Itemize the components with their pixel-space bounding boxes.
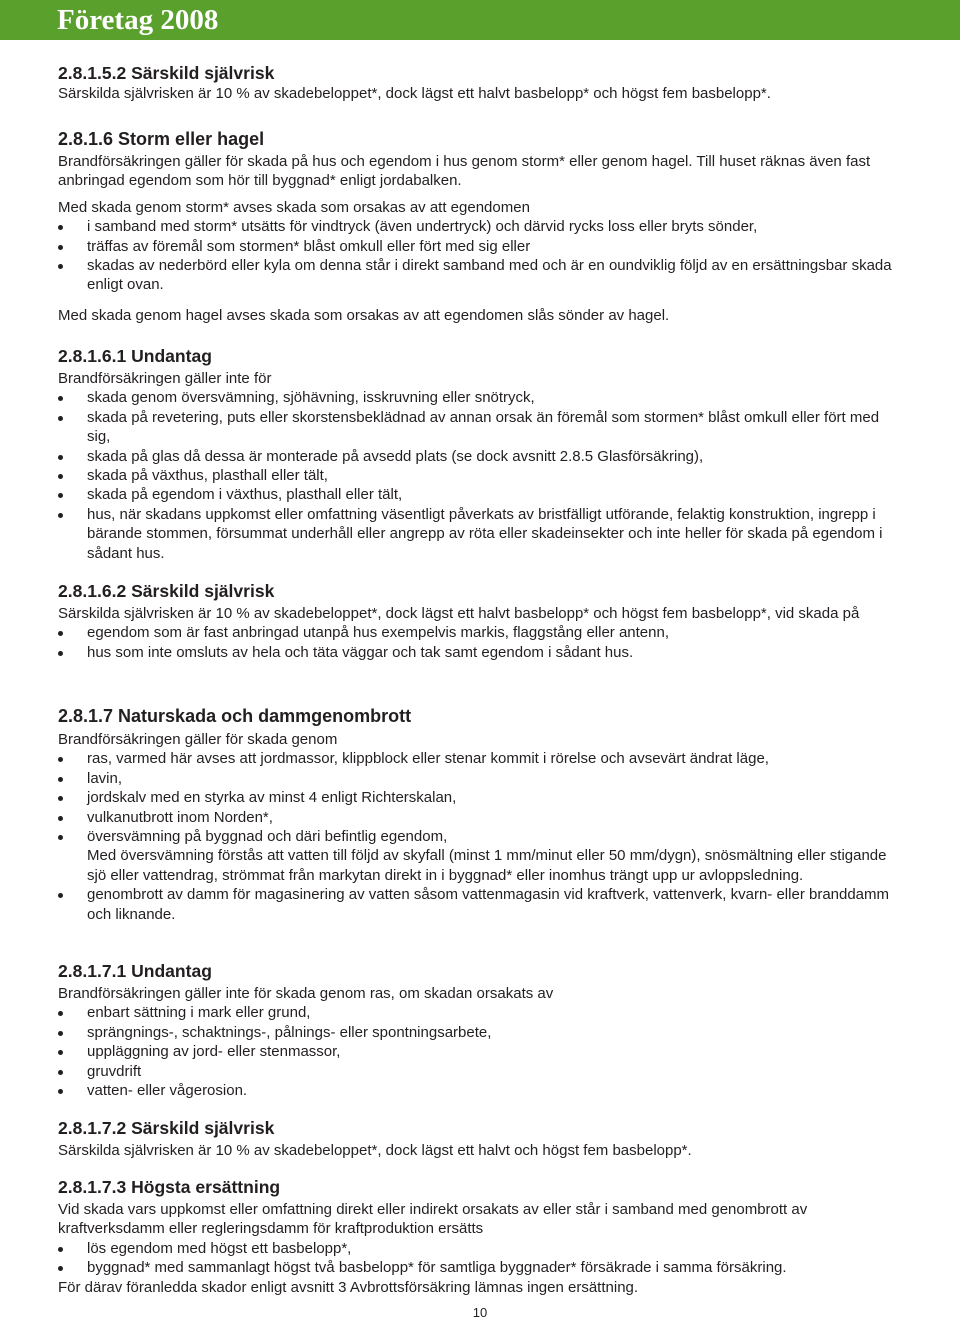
section-2-8-1-6 [58, 127, 898, 325]
list-item: vulkanutbrott inom Norden*, [58, 808, 898, 827]
list-item: träffas av föremål som stormen* blåst omkull eller fört med sig eller [58, 237, 898, 256]
section-intro: Brandförsäkringen gäller för skada genom [58, 731, 338, 748]
list-item-text: översvämning på byggnad och däri befintlig egendom, [87, 828, 448, 846]
flood-note: Med översvämning förstås att vatten till följd av skyfall (minst 1 mm/minut eller 50 mm/dygn), snösmältning eller stigande sjö eller vattendrag, strömmat från markytan direkt in i byggnad* eller inomhus trängt upp ur avloppsledning. [87, 847, 887, 884]
section-2-8-1-6-1 [58, 345, 898, 563]
section-heading: 2.8.1.7 Naturskada och dammgenombrott [58, 706, 412, 726]
document-title: Företag 2008 [57, 4, 219, 36]
list-item: genombrott av damm för magasinering av vatten såsom vattenmagasin vid kraftverk, vattenverk, kvarn- eller branddamm och liknande. [58, 885, 898, 924]
section-intro: Brandförsäkringen gäller för skada på hus och egendom i hus genom storm* eller genom hagel. Till huset räknas även fast anbringad egendom som hör till byggnad* enligt jordabalken. [58, 153, 871, 190]
section-heading: 2.8.1.7.2 Särskild självrisk [58, 1118, 275, 1138]
list-item: ras, varmed här avses att jordmassor, klippblock eller stenar kommit i rörelse och avsevärt ändrat läge, [58, 749, 898, 768]
hail-definition: Med skada genom hagel avses skada som orsakas av att egendomen slås sönder av hagel. [58, 306, 670, 324]
list-item: hus som inte omsluts av hela och täta väggar och tak samt egendom i sådant hus. [58, 643, 898, 662]
list-item: skada på egendom i växthus, plasthall eller tält, [58, 485, 898, 504]
list-item: sprängnings-, schaktnings-, pålnings- eller spontningsarbete, [58, 1023, 898, 1042]
list-item: skada på växthus, plasthall eller tält, [58, 466, 898, 485]
section-text: Särskilda självrisken är 10 % av skadebeloppet*, dock lägst ett halvt basbelopp* och högst fem basbelopp*. [58, 85, 771, 102]
header-band [0, 0, 960, 40]
list-item: lös egendom med högst ett basbelopp*, [58, 1239, 898, 1258]
list-item: skada genom översvämning, sjöhävning, isskruvning eller snötryck, [58, 388, 898, 407]
section-2-8-1-7-2 [58, 1117, 898, 1160]
section-intro: Brandförsäkringen gäller inte för skada genom ras, om skadan orsakats av [58, 985, 554, 1002]
list-item: hus, när skadans uppkomst eller omfattning väsentligt påverkats av bristfälligt utförande, felaktig konstruktion, ingrepp i bärande stommen, försummat underhåll eller angrepp av röta eller skadeinsekter och inte heller för skada på egendom i sådant hus. [58, 505, 898, 563]
section-heading: 2.8.1.7.3 Högsta ersättning [58, 1177, 281, 1197]
deductible-list [58, 623, 898, 662]
section-2-8-1-6-2 [58, 580, 898, 662]
list-item: egendom som är fast anbringad utanpå hus exempelvis markis, flaggstång eller antenn, [58, 623, 898, 642]
exclusion-list [58, 1003, 898, 1100]
section-text: Särskilda självrisken är 10 % av skadebeloppet*, dock lägst ett halvt och högst fem basbelopp*. [58, 1142, 692, 1159]
section-heading: 2.8.1.5.2 Särskild självrisk [58, 63, 275, 83]
storm-list [58, 217, 898, 295]
section-2-8-1-7 [58, 704, 898, 924]
section-heading: 2.8.1.7.1 Undantag [58, 961, 212, 981]
list-item: vatten- eller vågerosion. [58, 1081, 898, 1100]
section-intro: Vid skada vars uppkomst eller omfattning direkt eller indirekt orsakats av eller står i samband med genombrott av kraftverksdamm eller regleringsdamm för kraftproduktion ersätts [58, 1201, 808, 1238]
list-item [58, 827, 898, 885]
exclusion-list [58, 388, 898, 563]
section-2-8-1-7-3 [58, 1176, 898, 1297]
section-heading: 2.8.1.6.2 Särskild självrisk [58, 581, 275, 601]
list-item: gruvdrift [58, 1062, 898, 1081]
list-item: lavin, [58, 769, 898, 788]
section-2-8-1-7-1 [58, 960, 898, 1100]
list-item: skadas av nederbörd eller kyla om denna står i direkt samband med och är en oundviklig följd av en ersättningsbar skada enligt ovan. [58, 256, 898, 295]
storm-definition: Med skada genom storm* avses skada som orsakas av att egendomen [58, 198, 530, 216]
list-item: skada på glas då dessa är monterade på avsedd plats (se dock avsnitt 2.8.5 Glasförsäkring), [58, 447, 898, 466]
section-heading: 2.8.1.6 Storm eller hagel [58, 129, 265, 149]
list-item: jordskalv med en styrka av minst 4 enligt Richterskalan, [58, 788, 898, 807]
list-item: byggnad* med sammanlagt högst två basbelopp* för samtliga byggnader* försäkrade i samma försäkring. [58, 1258, 898, 1277]
section-intro: Särskilda självrisken är 10 % av skadebeloppet*, dock lägst ett halvt basbelopp* och högst fem basbelopp*, vid skada på [58, 605, 860, 622]
compensation-list [58, 1239, 898, 1278]
list-item: i samband med storm* utsätts för vindtryck (även undertryck) och därvid rycks loss eller bryts sönder, [58, 217, 898, 236]
list-item: uppläggning av jord- eller stenmassor, [58, 1042, 898, 1061]
page-number: 10 [472, 1305, 488, 1320]
list-item: skada på revetering, puts eller skorstensbeklädnad av annan orsak än föremål som stormen* blåst omkull eller fört med sig, [58, 408, 898, 447]
section-heading: 2.8.1.6.1 Undantag [58, 346, 212, 366]
coverage-list [58, 749, 898, 924]
closing-text: För därav föranledda skador enligt avsnitt 3 Avbrottsförsäkring lämnas ingen ersättning. [58, 1278, 639, 1296]
section-intro: Brandförsäkringen gäller inte för [58, 370, 272, 387]
list-item: enbart sättning i mark eller grund, [58, 1003, 898, 1022]
section-2-8-1-5-2 [58, 62, 898, 103]
